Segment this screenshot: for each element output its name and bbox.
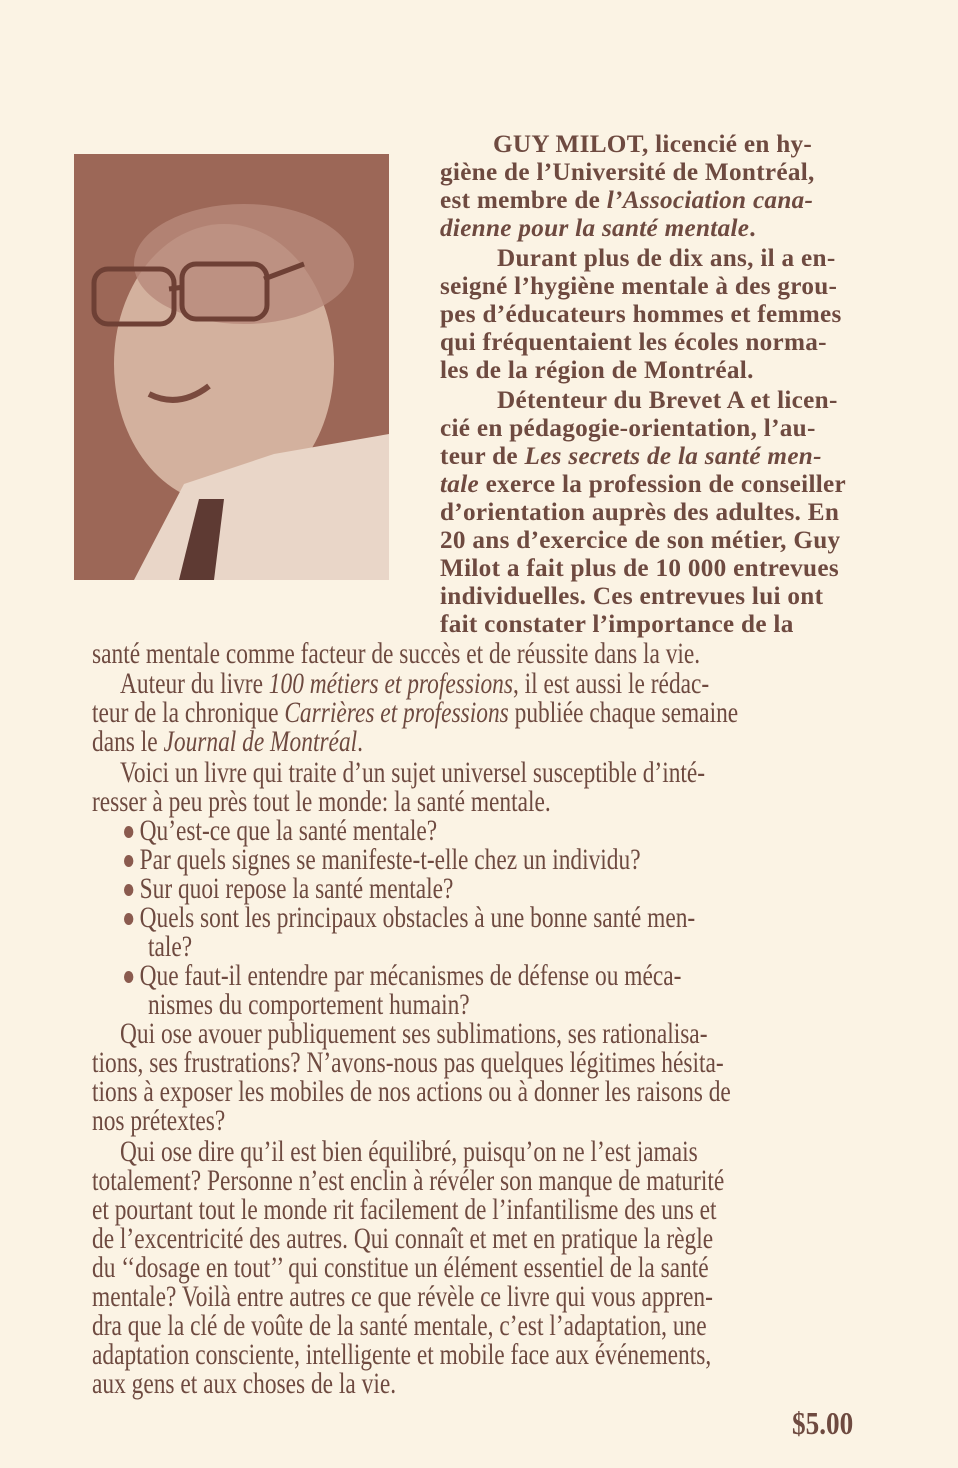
- bio-line: [440, 272, 837, 301]
- body-text: et pourtant tout le monde rit facilement de l’infantilisme des uns et: [92, 1193, 717, 1226]
- column-title: Carrières et professions: [284, 696, 509, 729]
- body-text: adaptation consciente, intelligente et mobile face aux événements,: [92, 1338, 712, 1371]
- bio-text: fait constater l’importance de la: [440, 611, 794, 638]
- bio-text: teur de: [440, 443, 525, 470]
- body-line: [92, 1166, 724, 1195]
- body-line: [92, 1369, 396, 1398]
- body-text: resser à peu près tout le monde: la santé mentale.: [92, 785, 551, 818]
- body-line: [92, 1077, 731, 1106]
- bio-line: [497, 386, 838, 415]
- body-text: .: [357, 725, 364, 758]
- bio-text: est membre de: [440, 187, 607, 214]
- bullet-text: Que faut-il entendre par mécanismes de défense ou méca-: [139, 959, 682, 992]
- body-text: aux gens et aux choses de la vie.: [92, 1367, 397, 1400]
- body-text: du ‘‘dosage en tout’’ qui constitue un élément essentiel de la santé: [92, 1251, 709, 1284]
- bullet-item: [124, 816, 437, 845]
- bio-text: seigné l’hygiène mentale à des grou-: [440, 273, 838, 300]
- bullet-item: [148, 932, 192, 961]
- bullet-item: [124, 874, 453, 903]
- body-line: [92, 1311, 707, 1340]
- bio-text: pes d’éducateurs hommes et femmes: [440, 301, 842, 328]
- price-label: $5.00: [792, 1405, 854, 1441]
- body-text: Qui ose avouer publiquement ses sublimations, ses rationalisa-: [120, 1017, 708, 1050]
- bullet-text: Sur quoi repose la santé mentale?: [139, 872, 454, 905]
- bullet-icon: [124, 884, 133, 896]
- body-text: dans le: [92, 725, 164, 758]
- bio-text: Durant plus de dix ans, il a en-: [497, 245, 836, 272]
- body-line: [120, 1019, 707, 1048]
- bio-line: [440, 186, 813, 215]
- bio-text: qui fréquentaient les écoles norma-: [440, 329, 827, 356]
- bio-text: cié en pédagogie-orientation, l’au-: [440, 415, 816, 442]
- newspaper-title: Journal de Montréal: [163, 725, 358, 758]
- bullet-text: Qu’est-ce que la santé mentale?: [139, 814, 438, 847]
- bullet-icon: [124, 826, 133, 838]
- bullet-item: [124, 961, 681, 990]
- portrait-illustration: [74, 154, 389, 580]
- bullet-text: tale?: [148, 930, 193, 963]
- association-name: dienne pour la santé mentale: [440, 215, 750, 242]
- bullet-icon: [124, 971, 133, 983]
- bio-line: [497, 244, 836, 273]
- author-name: GUY MILOT: [493, 131, 642, 158]
- bio-text: d’orientation auprès des adultes. En: [440, 499, 840, 526]
- body-text: , il est aussi le rédac-: [512, 667, 710, 700]
- body-line: [92, 698, 738, 727]
- bio-line: [440, 498, 839, 527]
- bullet-item: [148, 990, 470, 1019]
- bullet-icon: [124, 913, 133, 925]
- body-line: [92, 1048, 724, 1077]
- bio-line: [440, 158, 815, 187]
- body-text: teur de la chronique: [92, 696, 285, 729]
- bio-line: [440, 300, 842, 329]
- bio-line: [440, 470, 846, 499]
- bio-line: [440, 328, 827, 357]
- body-line: [92, 1340, 711, 1369]
- bio-line: [440, 414, 816, 443]
- body-text: dra que la clé de voûte de la santé mentale, c’est l’adaptation, une: [92, 1309, 707, 1342]
- bio-text: 20 ans d’exercice de son métier, Guy: [440, 527, 841, 554]
- body-line: [92, 1106, 225, 1135]
- bio-text: Milot a fait plus de 10 000 entrevues: [440, 555, 839, 582]
- association-name: l’Association cana-: [606, 187, 814, 214]
- bullet-text: Par quels signes se manifeste-t-elle chez un individu?: [139, 843, 641, 876]
- bio-line: [92, 639, 700, 668]
- bio-text: santé mentale comme facteur de succès et de réussite dans la vie.: [92, 637, 701, 670]
- body-line: [92, 1224, 713, 1253]
- body-line: [92, 1253, 709, 1282]
- bio-line: [440, 582, 823, 611]
- body-text: mentale? Voilà entre autres ce que révèle ce livre qui vous appren-: [92, 1280, 713, 1313]
- bio-line: [493, 130, 887, 159]
- bio-text: exerce la profession de conseiller: [478, 471, 846, 498]
- body-text: nos prétextes?: [92, 1104, 226, 1137]
- body-line: [92, 787, 551, 816]
- body-line: [92, 727, 363, 756]
- bullet-item: [124, 903, 695, 932]
- body-text: totalement? Personne n’est enclin à révéler son manque de maturité: [92, 1164, 725, 1197]
- body-line: [120, 669, 709, 698]
- body-line: [92, 1195, 716, 1224]
- author-photo: [74, 154, 389, 580]
- body-line: [120, 758, 705, 787]
- bio-line: [440, 526, 840, 555]
- bio-line: [440, 554, 839, 583]
- bio-text: Détenteur du Brevet A et licen-: [497, 387, 838, 414]
- body-text: Auteur du livre: [120, 667, 269, 700]
- bio-text: , licencié en hy-: [641, 131, 813, 158]
- bio-line: [440, 214, 756, 243]
- bio-text: individuelles. Ces entrevues lui ont: [440, 583, 824, 610]
- body-text: publiée chaque semaine: [508, 696, 739, 729]
- body-text: tions, ses frustrations? N’avons-nous pas quelques légitimes hésita-: [92, 1046, 724, 1079]
- body-line: [92, 1282, 713, 1311]
- bio-line: [440, 610, 794, 639]
- bullet-icon: [124, 855, 133, 867]
- bullet-item: [124, 845, 641, 874]
- book-title: 100 métiers et professions: [268, 667, 513, 700]
- body-text: tions à exposer les mobiles de nos actions ou à donner les raisons de: [92, 1075, 731, 1108]
- body-text: Qui ose dire qu’il est bien équilibré, puisqu’on ne l’est jamais: [120, 1135, 698, 1168]
- book-title: tale: [440, 471, 479, 498]
- bullet-text: Quels sont les principaux obstacles à une bonne santé men-: [139, 901, 696, 934]
- bio-text: giène de l’Université de Montréal,: [440, 159, 815, 186]
- bio-text: les de la région de Montréal.: [440, 357, 754, 384]
- bio-line: [440, 356, 754, 385]
- body-text: de l’excentricité des autres. Qui connaît et met en pratique la règle: [92, 1222, 714, 1255]
- body-line: [120, 1137, 698, 1166]
- bio-text: .: [749, 215, 756, 242]
- book-title: Les secrets de la santé men-: [524, 443, 822, 470]
- body-text: Voici un livre qui traite d’un sujet universel susceptible d’inté-: [120, 756, 706, 789]
- bio-line: [440, 442, 822, 471]
- bullet-text: nismes du comportement humain?: [148, 988, 470, 1021]
